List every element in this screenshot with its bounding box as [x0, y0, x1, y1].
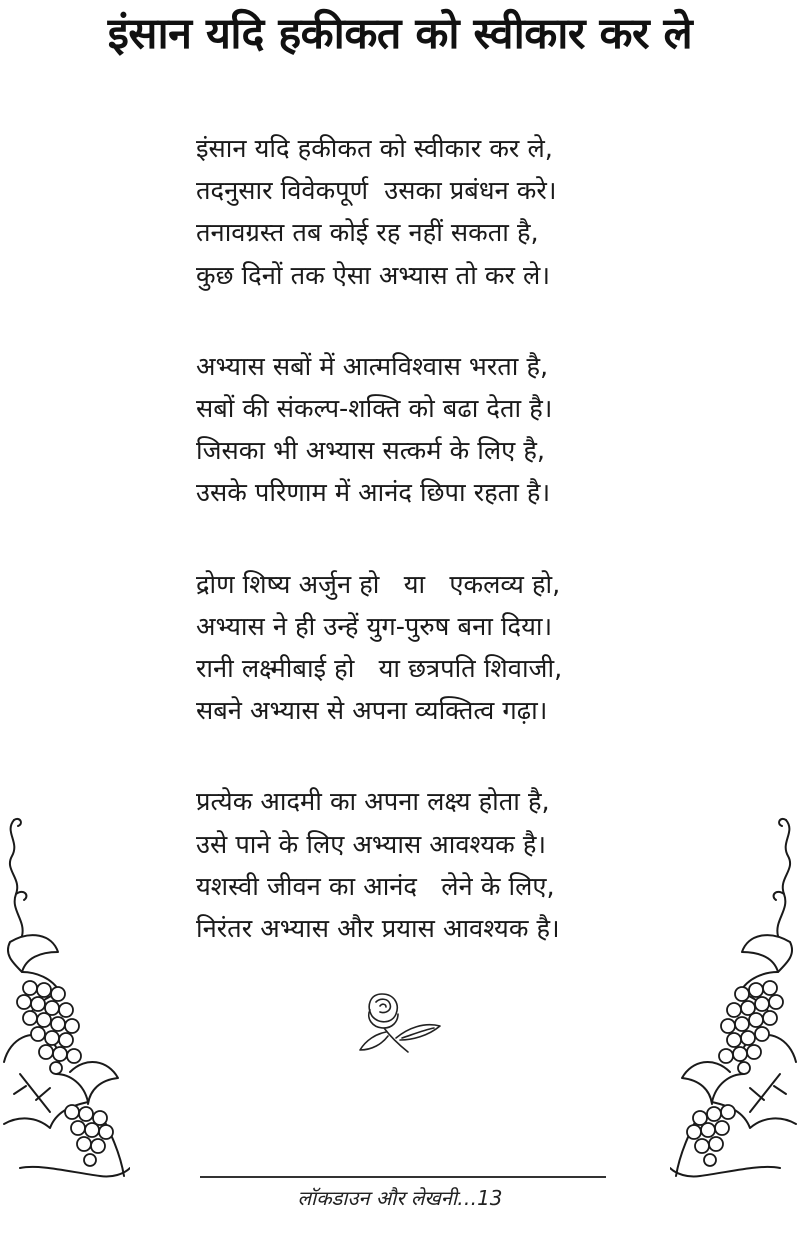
poem-line: जिसका भी अभ्यास सत्कर्म के लिए है, — [196, 436, 546, 467]
poem-line: अभ्यास सबों में आत्मविश्वास भरता है, — [196, 351, 549, 382]
stanza-1 — [196, 128, 666, 297]
poem-line: सबने अभ्यास से अपना व्यक्तित्व गढ़ा। — [196, 696, 548, 727]
stanza-4 — [196, 781, 666, 950]
poem-line: यशस्वी जीवन का आनंद लेने के लिए, — [196, 871, 555, 902]
poem-line: सबों की संकल्प-शक्ति को बढा देता है। — [196, 394, 553, 425]
poem-line: प्रत्येक आदमी का अपना लक्ष्य होता है, — [196, 787, 550, 818]
page-footer: लॉकडाउन और लेखनी…13 — [297, 1186, 503, 1210]
poem-line: तदनुसार विवेकपूर्ण उसका प्रबंधन करे। — [196, 176, 557, 207]
grape-vine-corner-ornament — [670, 812, 800, 1192]
poem-line: उसे पाने के लिए अभ्यास आवश्यक है। — [196, 829, 547, 860]
poem-line: निरंतर अभ्यास और प्रयास आवश्यक है। — [196, 914, 560, 945]
poem-line: रानी लक्ष्मीबाई हो या छत्रपति शिवाजी, — [196, 654, 563, 685]
poem-line: उसके परिणाम में आनंद छिपा रहता है। — [196, 478, 551, 509]
poem-line: तनावग्रस्त तब कोई रह नहीं सकता है, — [196, 218, 539, 249]
poem-line: कुछ दिनों तक ऐसा अभ्यास तो कर ले। — [196, 260, 550, 291]
stanza-3 — [196, 564, 666, 733]
footer-divider — [200, 1176, 606, 1178]
grape-vine-corner-ornament — [0, 812, 130, 1192]
stanza-2 — [196, 346, 666, 515]
poem-line: अभ्यास ने ही उन्हें युग-पुरुष बना दिया। — [196, 611, 553, 642]
poem-line: इंसान यदि हकीकत को स्वीकार कर ले, — [196, 134, 553, 164]
poem-line: द्रोण शिष्य अर्जुन हो या एकलव्य हो, — [196, 569, 561, 600]
rose-flower-icon — [356, 988, 446, 1060]
poem-title: इंसान यदि हकीकत को स्वीकार कर ले — [107, 9, 693, 59]
poem-body — [196, 128, 666, 999]
